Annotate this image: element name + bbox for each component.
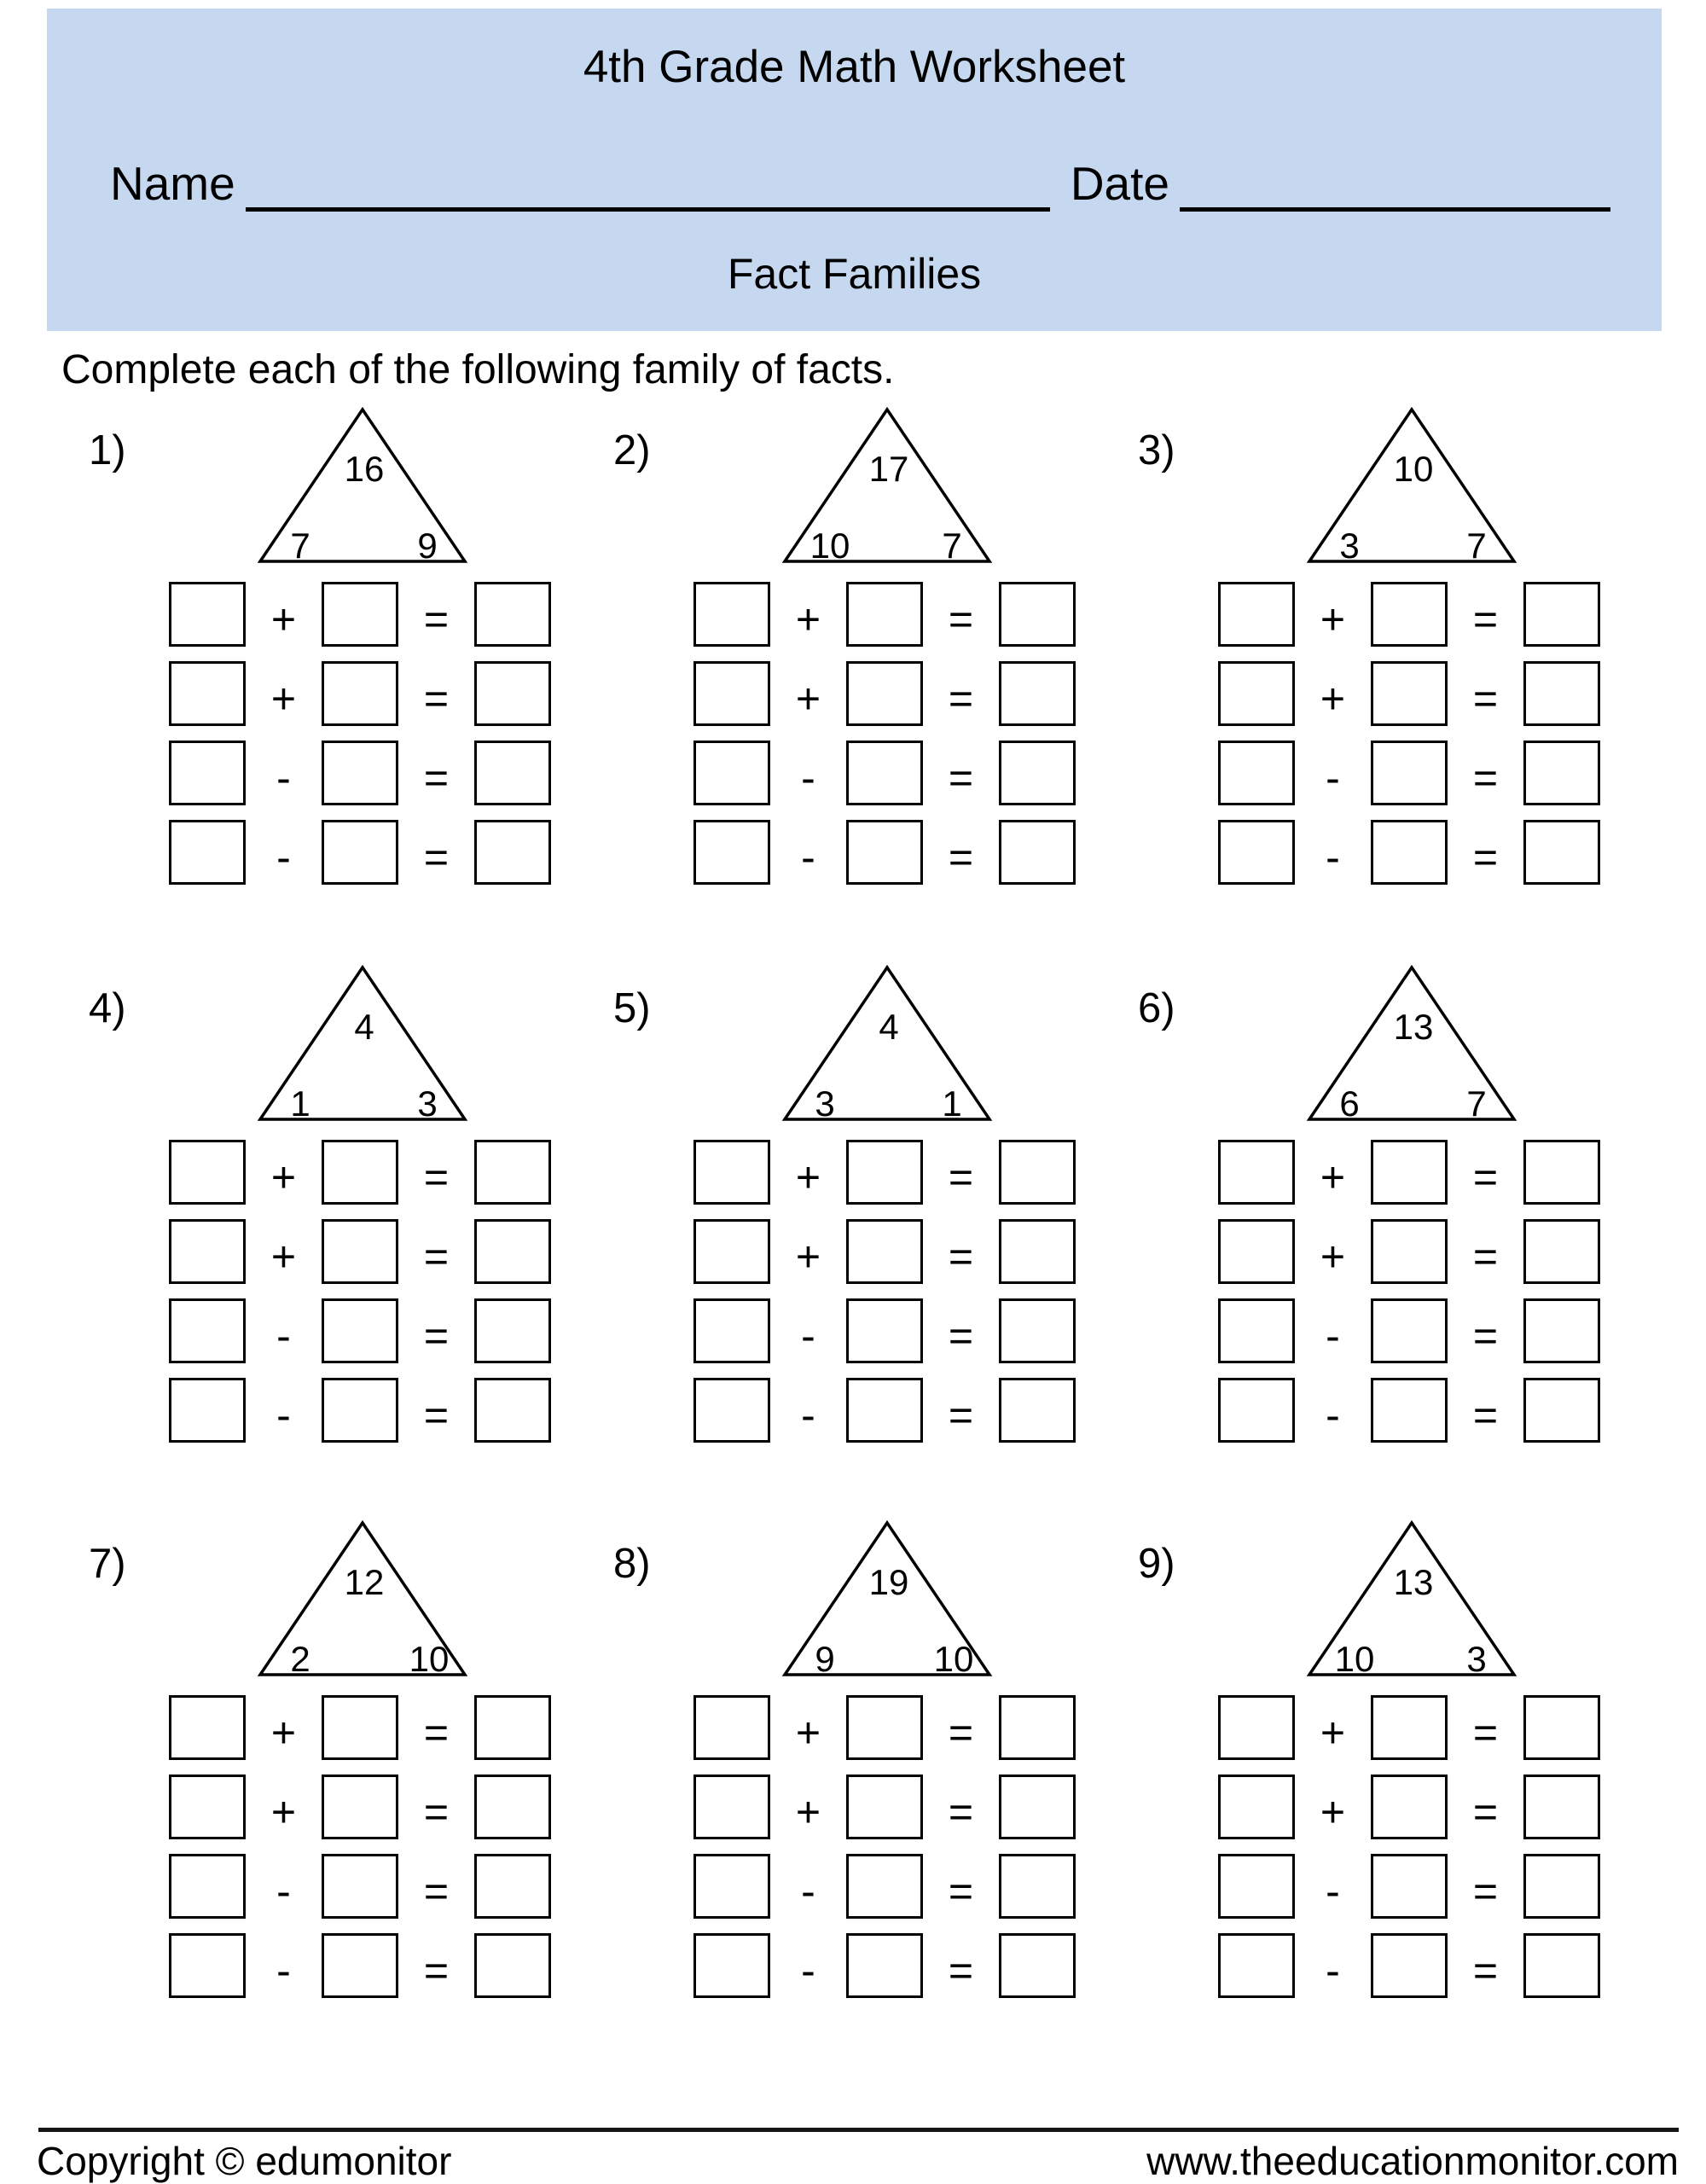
plus-operator: + [1320, 675, 1346, 723]
equation-row [693, 1378, 1076, 1443]
answer-box[interactable] [322, 661, 398, 726]
answer-box[interactable] [1371, 1854, 1448, 1919]
plus-operator: + [1320, 1153, 1346, 1201]
answer-box[interactable] [1218, 1219, 1295, 1284]
minus-operator: - [1326, 1312, 1340, 1360]
problem-5-cell [610, 959, 1122, 1452]
equals-operator: = [948, 1867, 974, 1915]
answer-box[interactable] [1371, 1378, 1448, 1443]
name-input-line[interactable] [246, 153, 1050, 212]
problem-5-number: 5) [613, 985, 651, 1031]
answer-box[interactable] [169, 582, 246, 647]
answer-box[interactable] [693, 820, 770, 885]
answer-box[interactable] [693, 1695, 770, 1760]
answer-box[interactable] [999, 1219, 1076, 1284]
answer-box[interactable] [322, 1140, 398, 1205]
equation-row [1218, 1933, 1600, 1998]
equation-row [169, 1774, 551, 1839]
minus-operator: - [276, 834, 291, 881]
triangle-right-number: 1 [942, 1083, 962, 1123]
answer-box[interactable] [1371, 582, 1448, 647]
answer-box[interactable] [846, 582, 923, 647]
minus-operator: - [1326, 1947, 1340, 1995]
answer-box[interactable] [1218, 1298, 1295, 1363]
answer-box[interactable] [322, 741, 398, 805]
answer-box[interactable] [846, 741, 923, 805]
equation-row [1218, 661, 1600, 726]
answer-box[interactable] [999, 820, 1076, 885]
equation-row [693, 820, 1076, 885]
answer-box[interactable] [322, 1219, 398, 1284]
answer-box[interactable] [1523, 1774, 1600, 1839]
fact-triangle [1305, 406, 1518, 565]
plus-operator: + [795, 675, 821, 723]
plus-operator: + [795, 1788, 821, 1836]
triangle-left-number: 2 [290, 1639, 310, 1678]
answer-box[interactable] [1523, 741, 1600, 805]
equals-operator: = [1472, 834, 1499, 881]
problem-3-cell [1134, 401, 1646, 894]
fact-triangle [256, 1519, 469, 1678]
equals-operator: = [423, 1947, 450, 1995]
problem-6-number: 6) [1138, 985, 1175, 1031]
equals-operator: = [423, 1867, 450, 1915]
answer-box[interactable] [693, 1933, 770, 1998]
answer-box[interactable] [474, 1774, 551, 1839]
problem-6-cell [1134, 959, 1646, 1452]
answer-box[interactable] [1371, 1219, 1448, 1284]
minus-operator: - [801, 834, 815, 881]
minus-operator: - [801, 1312, 815, 1360]
problem-7-number: 7) [89, 1541, 126, 1587]
answer-box[interactable] [846, 1140, 923, 1205]
problem-2-cell [610, 401, 1122, 894]
answer-box[interactable] [169, 1933, 246, 1998]
equals-operator: = [1472, 595, 1499, 643]
answer-box[interactable] [693, 582, 770, 647]
answer-box[interactable] [1371, 1774, 1448, 1839]
equals-operator: = [423, 754, 450, 802]
equals-operator: = [1472, 1391, 1499, 1439]
footer-copyright: Copyright © edumonitor [37, 2139, 452, 2183]
triangle-right-number: 10 [933, 1639, 974, 1678]
answer-box[interactable] [474, 582, 551, 647]
minus-operator: - [276, 754, 291, 802]
answer-box[interactable] [169, 1695, 246, 1760]
plus-operator: + [270, 595, 297, 643]
answer-box[interactable] [846, 1774, 923, 1839]
answer-box[interactable] [1371, 1695, 1448, 1760]
answer-box[interactable] [693, 1378, 770, 1443]
answer-box[interactable] [1218, 1378, 1295, 1443]
answer-box[interactable] [1523, 1219, 1600, 1284]
problem-7-cell [85, 1514, 597, 2007]
minus-operator: - [1326, 1867, 1340, 1915]
answer-box[interactable] [169, 1219, 246, 1284]
plus-operator: + [270, 1709, 297, 1757]
answer-box[interactable] [474, 661, 551, 726]
equals-operator: = [423, 675, 450, 723]
answer-box[interactable] [693, 1854, 770, 1919]
equals-operator: = [423, 1709, 450, 1757]
equation-row [169, 1854, 551, 1919]
answer-box[interactable] [169, 1854, 246, 1919]
triangle-right-number: 3 [1466, 1639, 1487, 1678]
problem-3-number: 3) [1138, 427, 1175, 473]
answer-box[interactable] [474, 1140, 551, 1205]
triangle-left-number: 6 [1339, 1083, 1360, 1123]
minus-operator: - [1326, 754, 1340, 802]
answer-box[interactable] [474, 1933, 551, 1998]
answer-box[interactable] [1371, 1140, 1448, 1205]
triangle-left-number: 9 [815, 1639, 835, 1678]
problem-4-cell [85, 959, 597, 1452]
equation-row [1218, 741, 1600, 805]
equals-operator: = [948, 1709, 974, 1757]
triangle-right-number: 10 [409, 1639, 450, 1678]
answer-box[interactable] [999, 1378, 1076, 1443]
triangle-left-number: 10 [1334, 1639, 1375, 1678]
equals-operator: = [423, 834, 450, 881]
equation-row [169, 1695, 551, 1760]
answer-box[interactable] [846, 1933, 923, 1998]
minus-operator: - [1326, 834, 1340, 881]
equation-row [1218, 1378, 1600, 1443]
answer-box[interactable] [999, 1298, 1076, 1363]
equals-operator: = [948, 1233, 974, 1281]
answer-box[interactable] [322, 1378, 398, 1443]
equals-operator: = [423, 595, 450, 643]
problem-4-number: 4) [89, 985, 126, 1031]
equation-row [1218, 1695, 1600, 1760]
answer-box[interactable] [1218, 1854, 1295, 1919]
answer-box[interactable] [322, 1695, 398, 1760]
fact-triangle [1305, 964, 1518, 1123]
answer-box[interactable] [846, 1695, 923, 1760]
equals-operator: = [948, 1153, 974, 1201]
answer-box[interactable] [1371, 820, 1448, 885]
minus-operator: - [801, 1867, 815, 1915]
equals-operator: = [423, 1153, 450, 1201]
equals-operator: = [1472, 1788, 1499, 1836]
answer-box[interactable] [322, 582, 398, 647]
plus-operator: + [795, 1709, 821, 1757]
equation-row [1218, 1219, 1600, 1284]
equals-operator: = [423, 1788, 450, 1836]
answer-box[interactable] [693, 741, 770, 805]
footer-website: www.theeducationmonitor.com [1146, 2139, 1679, 2183]
answer-box[interactable] [1218, 741, 1295, 805]
equation-row [169, 1298, 551, 1363]
answer-box[interactable] [999, 1854, 1076, 1919]
answer-box[interactable] [1218, 1774, 1295, 1839]
equals-operator: = [1472, 754, 1499, 802]
answer-box[interactable] [1523, 1933, 1600, 1998]
answer-box[interactable] [846, 1298, 923, 1363]
answer-box[interactable] [1523, 1298, 1600, 1363]
minus-operator: - [1326, 1391, 1340, 1439]
answer-box[interactable] [999, 582, 1076, 647]
answer-box[interactable] [1218, 820, 1295, 885]
footer-divider [38, 2128, 1679, 2132]
worksheet-subtitle: Fact Families [727, 250, 982, 298]
answer-box[interactable] [1523, 820, 1600, 885]
plus-operator: + [1320, 595, 1346, 643]
answer-box[interactable] [1523, 1140, 1600, 1205]
problem-9-cell [1134, 1514, 1646, 2007]
equals-operator: = [1472, 1947, 1499, 1995]
answer-box[interactable] [1523, 582, 1600, 647]
answer-box[interactable] [846, 1378, 923, 1443]
answer-box[interactable] [1523, 1695, 1600, 1760]
plus-operator: + [795, 1233, 821, 1281]
equation-row [169, 820, 551, 885]
equation-row [693, 1695, 1076, 1760]
answer-box[interactable] [1523, 1378, 1600, 1443]
answer-box[interactable] [693, 1774, 770, 1839]
answer-box[interactable] [846, 1854, 923, 1919]
triangle-left-number: 10 [809, 526, 850, 565]
minus-operator: - [276, 1947, 291, 1995]
answer-box[interactable] [474, 1378, 551, 1443]
equals-operator: = [1472, 1312, 1499, 1360]
problem-9-number: 9) [1138, 1541, 1175, 1587]
answer-box[interactable] [1218, 1933, 1295, 1998]
equation-row [693, 1933, 1076, 1998]
answer-box[interactable] [1523, 661, 1600, 726]
plus-operator: + [1320, 1233, 1346, 1281]
answer-box[interactable] [846, 661, 923, 726]
equals-operator: = [948, 1947, 974, 1995]
answer-box[interactable] [474, 1298, 551, 1363]
equals-operator: = [423, 1312, 450, 1360]
equals-operator: = [948, 1391, 974, 1439]
plus-operator: + [795, 595, 821, 643]
equals-operator: = [423, 1391, 450, 1439]
answer-box[interactable] [169, 741, 246, 805]
triangle-right-number: 3 [417, 1083, 438, 1123]
answer-box[interactable] [474, 820, 551, 885]
answer-box[interactable] [169, 1774, 246, 1839]
triangle-right-number: 9 [417, 526, 438, 565]
plus-operator: + [270, 1153, 297, 1201]
minus-operator: - [276, 1391, 291, 1439]
minus-operator: - [276, 1312, 291, 1360]
triangle-right-number: 7 [1466, 1083, 1487, 1123]
answer-box[interactable] [474, 741, 551, 805]
triangle-top-number: 4 [879, 1007, 899, 1047]
answer-box[interactable] [693, 1298, 770, 1363]
answer-box[interactable] [1371, 661, 1448, 726]
answer-box[interactable] [999, 1774, 1076, 1839]
name-label: Name [110, 157, 235, 210]
equation-row [693, 741, 1076, 805]
fact-triangle [1305, 1519, 1518, 1678]
equals-operator: = [1472, 675, 1499, 723]
name-date-row [110, 150, 1610, 212]
answer-box[interactable] [846, 1219, 923, 1284]
equals-operator: = [948, 1312, 974, 1360]
fact-triangle [780, 964, 994, 1123]
equals-operator: = [948, 595, 974, 643]
answer-box[interactable] [1371, 741, 1448, 805]
triangle-top-number: 13 [1393, 1007, 1434, 1047]
triangle-right-number: 7 [942, 526, 962, 565]
equation-row [169, 741, 551, 805]
fact-triangle [256, 964, 469, 1123]
minus-operator: - [801, 1947, 815, 1995]
equals-operator: = [1472, 1233, 1499, 1281]
minus-operator: - [801, 1391, 815, 1439]
answer-box[interactable] [474, 1854, 551, 1919]
answer-box[interactable] [1218, 661, 1295, 726]
answer-box[interactable] [1523, 1854, 1600, 1919]
answer-box[interactable] [999, 741, 1076, 805]
equation-row [693, 582, 1076, 647]
answer-box[interactable] [1218, 1695, 1295, 1760]
equation-row [693, 1219, 1076, 1284]
problem-8-cell [610, 1514, 1122, 2007]
equation-row [1218, 1774, 1600, 1839]
answer-box[interactable] [322, 1854, 398, 1919]
worksheet-header [47, 9, 1662, 331]
equals-operator: = [1472, 1153, 1499, 1201]
answer-box[interactable] [169, 1298, 246, 1363]
answer-box[interactable] [999, 661, 1076, 726]
worksheet-title: 4th Grade Math Worksheet [583, 42, 1126, 92]
triangle-left-number: 1 [290, 1083, 310, 1123]
equation-row [169, 1933, 551, 1998]
minus-operator: - [276, 1867, 291, 1915]
equals-operator: = [1472, 1867, 1499, 1915]
triangle-top-number: 17 [868, 449, 909, 489]
answer-box[interactable] [999, 1695, 1076, 1760]
equals-operator: = [1472, 1709, 1499, 1757]
equals-operator: = [948, 834, 974, 881]
equation-row [1218, 582, 1600, 647]
equation-row [1218, 1854, 1600, 1919]
answer-box[interactable] [169, 1140, 246, 1205]
equation-row [169, 661, 551, 726]
plus-operator: + [270, 1788, 297, 1836]
answer-box[interactable] [1218, 582, 1295, 647]
answer-box[interactable] [999, 1140, 1076, 1205]
equation-row [169, 1140, 551, 1205]
triangle-top-number: 12 [344, 1562, 385, 1602]
triangle-top-number: 10 [1393, 449, 1434, 489]
equation-row [693, 661, 1076, 726]
triangle-top-number: 13 [1393, 1562, 1434, 1602]
answer-box[interactable] [169, 661, 246, 726]
instruction-text: Complete each of the following family of facts. [61, 347, 895, 392]
problem-1-number: 1) [89, 427, 126, 473]
answer-box[interactable] [1218, 1140, 1295, 1205]
equation-row [169, 1219, 551, 1284]
equation-row [1218, 820, 1600, 885]
equation-row [693, 1298, 1076, 1363]
equals-operator: = [948, 1788, 974, 1836]
equals-operator: = [948, 675, 974, 723]
answer-box[interactable] [999, 1933, 1076, 1998]
triangle-top-number: 16 [344, 449, 385, 489]
problem-8-number: 8) [613, 1541, 651, 1587]
date-input-line[interactable] [1180, 153, 1610, 212]
triangle-left-number: 3 [1339, 526, 1360, 565]
date-label: Date [1070, 157, 1169, 210]
plus-operator: + [270, 1233, 297, 1281]
answer-box[interactable] [322, 1774, 398, 1839]
fact-triangle [780, 1519, 994, 1678]
equation-row [693, 1140, 1076, 1205]
equation-row [169, 1378, 551, 1443]
answer-box[interactable] [322, 1298, 398, 1363]
answer-box[interactable] [1371, 1298, 1448, 1363]
answer-box[interactable] [846, 820, 923, 885]
problem-1-cell [85, 401, 597, 894]
equals-operator: = [948, 754, 974, 802]
answer-box[interactable] [693, 1219, 770, 1284]
answer-box[interactable] [693, 661, 770, 726]
answer-box[interactable] [693, 1140, 770, 1205]
problem-2-number: 2) [613, 427, 651, 473]
equation-row [1218, 1140, 1600, 1205]
plus-operator: + [270, 675, 297, 723]
plus-operator: + [795, 1153, 821, 1201]
answer-box[interactable] [1371, 1933, 1448, 1998]
answer-box[interactable] [322, 1933, 398, 1998]
equation-row [693, 1774, 1076, 1839]
answer-box[interactable] [169, 1378, 246, 1443]
triangle-left-number: 7 [290, 526, 310, 565]
triangle-top-number: 19 [868, 1562, 909, 1602]
fact-triangle [780, 406, 994, 565]
answer-box[interactable] [169, 820, 246, 885]
minus-operator: - [801, 754, 815, 802]
answer-box[interactable] [474, 1219, 551, 1284]
equals-operator: = [423, 1233, 450, 1281]
triangle-right-number: 7 [1466, 526, 1487, 565]
fact-triangle [256, 406, 469, 565]
equation-row [1218, 1298, 1600, 1363]
answer-box[interactable] [322, 820, 398, 885]
plus-operator: + [1320, 1788, 1346, 1836]
answer-box[interactable] [474, 1695, 551, 1760]
equation-row [693, 1854, 1076, 1919]
triangle-top-number: 4 [354, 1007, 374, 1047]
plus-operator: + [1320, 1709, 1346, 1757]
triangle-left-number: 3 [815, 1083, 835, 1123]
equation-row [169, 582, 551, 647]
